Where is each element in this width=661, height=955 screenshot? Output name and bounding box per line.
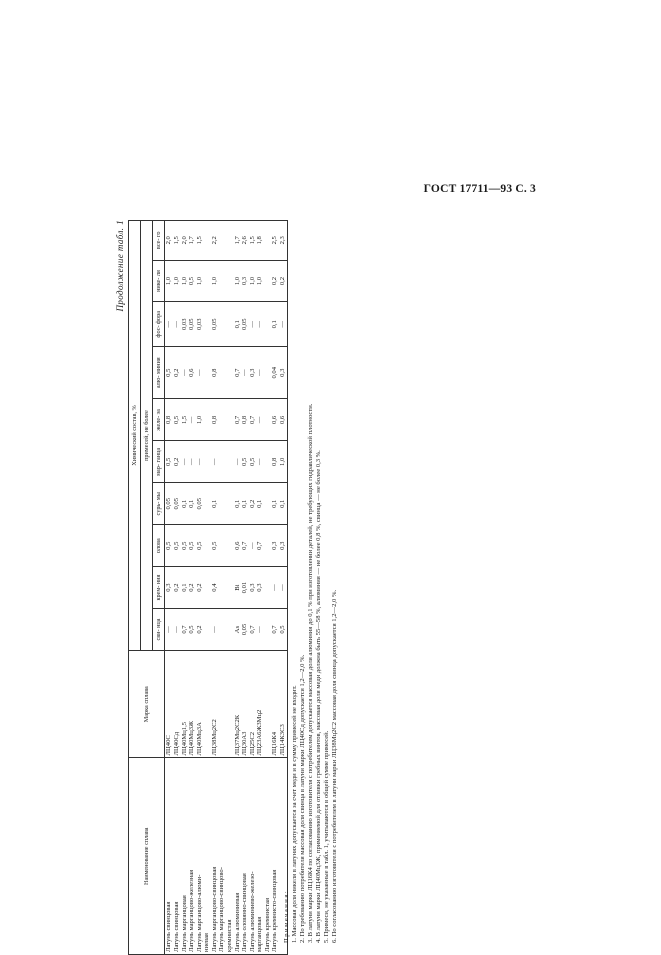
alloy-grade-cell bbox=[196, 650, 211, 757]
header-alloy-name: Наименование сплава bbox=[129, 758, 165, 955]
alloy-name: Латунь свинцовая bbox=[165, 901, 173, 952]
impurity-value: — bbox=[256, 369, 264, 377]
impurity-value-cell bbox=[165, 347, 196, 399]
impurity-value: 1,0 bbox=[279, 457, 287, 466]
alloy-name: Латунь алюминиево-железо- bbox=[248, 871, 256, 952]
impurity-value-cell bbox=[234, 347, 242, 399]
alloy-grade: ЛЦ40Мц3Ж bbox=[188, 721, 196, 756]
alloy-name: марганцовая bbox=[256, 916, 264, 952]
impurity-value-cell bbox=[211, 399, 234, 441]
impurity-value-cell bbox=[234, 525, 242, 567]
impurity-value: 0,04 bbox=[271, 366, 279, 379]
impurity-value: 1,0 bbox=[180, 276, 188, 286]
impurity-value: 0,8 bbox=[165, 415, 173, 425]
alloy-name-cell bbox=[165, 758, 196, 955]
header-impurity-col: желе- за bbox=[153, 399, 165, 441]
impurity-value: 2,6 bbox=[241, 236, 249, 245]
impurity-value: 0,05 bbox=[165, 497, 173, 510]
alloy-name-cell bbox=[196, 758, 211, 955]
impurity-value-cell bbox=[241, 441, 271, 483]
table-row bbox=[211, 221, 234, 955]
impurity-value: 0,7 bbox=[233, 368, 241, 377]
impurity-value: 0,6 bbox=[188, 368, 196, 377]
impurity-value: 1,0 bbox=[248, 276, 256, 286]
impurity-value-cell bbox=[241, 525, 271, 567]
impurity-value: 0,7 bbox=[248, 625, 256, 634]
alloy-name: Латунь оловянно-свинцовая bbox=[241, 873, 249, 952]
impurity-value: — bbox=[271, 584, 279, 591]
impurity-value: 0,3 bbox=[248, 368, 256, 377]
impurity-value-cell bbox=[211, 302, 234, 347]
header-impurities: примесей, не более bbox=[141, 221, 153, 651]
header-chemical-composition: Химический состав, % bbox=[129, 221, 141, 651]
impurity-value-cell bbox=[196, 567, 211, 609]
impurity-value: — bbox=[256, 416, 264, 424]
impurity-value: 0,5 bbox=[180, 541, 188, 550]
alloy-grade: ЛЦ30А3 bbox=[241, 731, 249, 756]
impurity-value-cell bbox=[234, 302, 242, 347]
impurity-value-cell bbox=[196, 260, 211, 302]
impurity-value: 0,5 bbox=[248, 457, 256, 466]
alloy-name-cell bbox=[234, 758, 242, 955]
impurity-value-cell bbox=[165, 609, 196, 651]
impurity-value-cell bbox=[196, 302, 211, 347]
table-row bbox=[165, 221, 196, 955]
header-impurity-col: крем- ния bbox=[153, 567, 165, 609]
impurity-value: 1,0 bbox=[195, 415, 203, 425]
impurity-value: 0,1 bbox=[180, 583, 188, 592]
impurity-value: 0,8 bbox=[210, 415, 218, 425]
impurity-value: — bbox=[241, 369, 249, 377]
impurity-value: 0,6 bbox=[271, 415, 279, 425]
impurity-value: 0,5 bbox=[172, 415, 180, 425]
impurity-value-cell bbox=[165, 483, 196, 525]
alloy-name: Латунь марганцово-алюми- bbox=[195, 874, 203, 952]
impurity-value: 1,5 bbox=[180, 415, 188, 425]
impurity-value-cell bbox=[234, 221, 242, 261]
impurity-value: — bbox=[195, 369, 203, 377]
impurity-value: 0,05 bbox=[195, 497, 203, 510]
impurity-value: 1,0 bbox=[233, 276, 241, 286]
impurity-value: 1,0 bbox=[210, 276, 218, 286]
impurity-value-cell bbox=[241, 302, 271, 347]
alloy-grade: ЛЦ40Сд bbox=[172, 731, 180, 756]
impurity-value-cell bbox=[165, 302, 196, 347]
impurity-value: 0,1 bbox=[256, 499, 264, 508]
impurity-value-cell bbox=[165, 260, 196, 302]
impurity-value: 0,5 bbox=[165, 368, 173, 377]
impurity-value: 0,3 bbox=[279, 368, 287, 377]
impurity-value-cell bbox=[196, 483, 211, 525]
notes-title: Примечания: bbox=[283, 889, 290, 943]
impurity-value: 0,1 bbox=[180, 499, 188, 508]
alloy-name-cell bbox=[241, 758, 271, 955]
impurity-value-cell bbox=[196, 221, 211, 261]
impurity-value: 0,7 bbox=[248, 415, 256, 425]
table-row bbox=[241, 221, 271, 955]
impurity-value: 0,05 bbox=[241, 318, 249, 331]
impurity-value: 0,8 bbox=[210, 368, 218, 377]
header-impurity-col: все- го bbox=[153, 221, 165, 261]
impurity-value: 0,05 bbox=[172, 497, 180, 510]
impurity-value: 0,8 bbox=[271, 457, 279, 466]
impurity-value: 1,0 bbox=[256, 276, 264, 286]
impurity-value: 2,3 bbox=[279, 236, 287, 245]
impurity-value-cell bbox=[165, 525, 196, 567]
note-item: 1. Массовая доля никеля в латунях допускается за счет меди и в сумму примесей не входит. bbox=[291, 685, 298, 943]
impurity-value: 0,05 bbox=[241, 623, 249, 636]
alloy-grade-cell bbox=[165, 650, 196, 757]
alloy-name-cell bbox=[211, 758, 234, 955]
impurity-value: 0,1 bbox=[210, 499, 218, 508]
impurity-value-cell bbox=[241, 399, 271, 441]
header-impurity-col: нике- ля bbox=[153, 260, 165, 302]
impurity-value-cell bbox=[234, 260, 242, 302]
alloy-name: ниевая bbox=[203, 933, 211, 952]
alloy-name: Латунь кремнисто-свинцовая bbox=[271, 869, 279, 952]
alloy-name: Латунь марганцово-железная bbox=[188, 869, 196, 952]
impurity-value: 0,5 bbox=[172, 541, 180, 550]
impurity-value-cell bbox=[241, 609, 271, 651]
impurity-value: 1,0 bbox=[172, 276, 180, 286]
impurity-value-cell bbox=[211, 525, 234, 567]
impurity-value: 0,2 bbox=[188, 583, 196, 592]
impurity-value: 0,1 bbox=[188, 499, 196, 508]
alloy-name: Латунь марганцовая bbox=[180, 895, 188, 952]
impurity-value: 2,2 bbox=[210, 236, 218, 245]
alloy-grade: ЛЦ40Мц1,5 bbox=[180, 721, 188, 756]
note-item: 6. По согласованию изготовителя с потребителем в латуни марки ЛЦ38Мц2С2 массовая доля свинца допускается 1,2—2,0 %. bbox=[331, 589, 338, 943]
impurity-value-cell bbox=[211, 441, 234, 483]
impurity-value: 1,5 bbox=[248, 236, 256, 245]
alloy-name: Латунь марганцово-свинцовая bbox=[210, 866, 218, 952]
note-item: 4. В латуни марки ЛЦ40Мц3Ж, применяемой для отливки гребных винтов, массовая доля меди должна быть 55—58 %, алюминия — не более 0,8 %, свинца — не более 0,3 %. bbox=[315, 450, 322, 943]
impurity-value: 0,05 bbox=[210, 318, 218, 331]
impurity-value: — bbox=[248, 320, 256, 328]
alloy-grade: ЛЦ40С bbox=[165, 735, 173, 756]
impurity-value-cell bbox=[211, 221, 234, 261]
impurity-value-cell bbox=[211, 567, 234, 609]
impurity-value: — bbox=[165, 626, 173, 633]
impurity-value: 0,7 bbox=[241, 541, 249, 550]
header-impurity-col: мар- ганца bbox=[153, 441, 165, 483]
alloy-name: Латунь марганцово-свинцово- bbox=[218, 867, 226, 952]
impurity-value: 0,2 bbox=[279, 276, 287, 286]
impurity-value: 0,03 bbox=[195, 318, 203, 331]
impurity-value: Bi bbox=[233, 584, 241, 591]
impurity-value: — bbox=[279, 584, 287, 591]
impurity-value: — bbox=[210, 458, 218, 466]
impurity-value: 0,1 bbox=[233, 499, 241, 508]
note-item: 3. В латуни марки ЛЦ16К4 по согласованию изготовителя с потребителем допускается массовая доля алюминия до 0,1 % при изготовлении деталей, не требующих гидравлической плотности. bbox=[307, 403, 314, 943]
impurity-value-cell bbox=[211, 347, 234, 399]
alloy-name: Латунь кремнистая bbox=[263, 897, 271, 952]
impurity-value: 1,7 bbox=[233, 236, 241, 245]
impurity-value: 0,7 bbox=[180, 625, 188, 634]
impurity-value: — bbox=[188, 458, 196, 466]
impurity-value: 0,8 bbox=[241, 415, 249, 425]
impurity-value: 0,7 bbox=[233, 415, 241, 425]
impurity-value: 0,5 bbox=[241, 457, 249, 466]
rotated-page-content bbox=[115, 205, 405, 955]
header-impurity-col: фос- фора bbox=[153, 302, 165, 347]
impurity-value: 0,3 bbox=[279, 541, 287, 550]
impurity-value: 0,3 bbox=[271, 541, 279, 550]
impurity-value: 0,1 bbox=[241, 499, 249, 508]
impurity-value: 0,2 bbox=[271, 276, 279, 286]
alloy-grade-cell bbox=[234, 650, 242, 757]
impurity-value: — bbox=[180, 369, 188, 377]
alloy-name: Латунь алюминиевая bbox=[233, 892, 241, 952]
impurity-value: 0,3 bbox=[165, 583, 173, 592]
header-impurity-col: сви- нца bbox=[153, 609, 165, 651]
page-header: ГОСТ 17711—93 С. 3 bbox=[423, 183, 536, 195]
impurity-value: 0,2 bbox=[195, 625, 203, 634]
impurity-value-cell bbox=[196, 609, 211, 651]
impurity-value: 2,0 bbox=[180, 236, 188, 245]
note-item: 5. Примеси, не указанные в табл. 1, учитываются в общей сумме примесей. bbox=[323, 730, 330, 943]
alloy-grade: ЛЦ37Мц2С2К bbox=[233, 714, 241, 756]
impurity-value: 0,5 bbox=[195, 541, 203, 550]
impurity-value-cell bbox=[165, 567, 196, 609]
impurity-value-cell bbox=[196, 525, 211, 567]
impurity-value: 0,7 bbox=[271, 625, 279, 634]
impurity-value-cell bbox=[241, 260, 271, 302]
impurity-value: 1,7 bbox=[188, 236, 196, 245]
header-alloy-grade: Марка сплава bbox=[129, 650, 165, 757]
impurity-value-cell bbox=[234, 399, 242, 441]
impurity-value: 0,2 bbox=[195, 583, 203, 592]
impurity-value: 0,05 bbox=[188, 318, 196, 331]
notes bbox=[283, 220, 339, 955]
alloy-grade: ЛЦ16К4 bbox=[271, 731, 279, 756]
impurity-value: — bbox=[248, 542, 256, 549]
impurity-value: 1,5 bbox=[195, 236, 203, 245]
impurity-value-cell bbox=[234, 609, 242, 651]
impurity-value: 2,0 bbox=[165, 236, 173, 245]
impurity-value: 0,1 bbox=[271, 320, 279, 329]
impurity-value-cell bbox=[241, 483, 271, 525]
impurity-value-cell bbox=[241, 221, 271, 261]
impurity-value: 0,2 bbox=[172, 457, 180, 466]
impurity-value: — bbox=[172, 320, 180, 328]
impurity-value: 0,5 bbox=[188, 541, 196, 550]
alloy-grade: ЛЦ40Мц3А bbox=[195, 722, 203, 756]
impurity-value: — bbox=[256, 320, 264, 328]
impurity-value-cell bbox=[211, 483, 234, 525]
alloy-name: кремнистая bbox=[226, 919, 233, 952]
impurity-value: 0,5 bbox=[188, 276, 196, 286]
table-continuation-label: Продолжение табл. 1 bbox=[115, 220, 125, 312]
impurity-value: 0,1 bbox=[271, 499, 279, 508]
impurity-value: — bbox=[195, 458, 203, 466]
alloy-grade: ЛЦ38Мц2С2 bbox=[210, 719, 218, 756]
impurity-value-cell bbox=[196, 347, 211, 399]
impurity-value: 0,5 bbox=[188, 625, 196, 634]
impurity-value: 0,7 bbox=[256, 541, 264, 550]
impurity-value: 0,3 bbox=[248, 583, 256, 592]
impurity-value-cell bbox=[211, 609, 234, 651]
impurity-value: — bbox=[279, 320, 287, 328]
impurity-value: 0,2 bbox=[172, 368, 180, 377]
impurity-value: As bbox=[233, 625, 241, 634]
impurity-value-cell bbox=[211, 260, 234, 302]
header-impurity-col: алю- миния bbox=[153, 347, 165, 399]
alloy-grade-cell bbox=[211, 650, 234, 757]
alloy-grade: ЛЦ25С2 bbox=[248, 731, 256, 756]
alloy-grade: ЛЦ23А6Ж3Мц2 bbox=[256, 709, 264, 756]
impurity-value: 0,1 bbox=[233, 320, 241, 329]
impurity-value: — bbox=[180, 458, 188, 466]
impurity-value: — bbox=[233, 458, 241, 466]
impurity-value-cell bbox=[241, 347, 271, 399]
alloy-grade: ЛЦ14К3С3 bbox=[279, 724, 287, 756]
header-impurity-col: сурь- мы bbox=[153, 483, 165, 525]
impurity-value: — bbox=[172, 626, 180, 633]
impurity-value: — bbox=[188, 416, 196, 424]
impurity-value-cell bbox=[234, 567, 242, 609]
impurity-value-cell bbox=[234, 483, 242, 525]
note-item: 2. По требованию потребителя массовая доля свинца в латуни марки ЛЦ40Сд допускается 1,2—2,0 %. bbox=[299, 654, 306, 943]
impurity-value: 0,2 bbox=[248, 499, 256, 508]
impurity-value-cell bbox=[196, 441, 211, 483]
impurity-value-cell bbox=[196, 399, 211, 441]
impurity-value: 0,3 bbox=[241, 276, 249, 286]
impurity-value: 0,6 bbox=[233, 541, 241, 550]
impurity-value: 0,3 bbox=[256, 583, 264, 592]
impurity-value-cell bbox=[165, 399, 196, 441]
impurity-value-cell bbox=[165, 221, 196, 261]
impurity-value: — bbox=[210, 626, 218, 633]
impurity-value: 2,5 bbox=[271, 236, 279, 245]
table-row bbox=[234, 221, 242, 955]
impurity-value: 0,5 bbox=[210, 541, 218, 550]
impurity-value: 0,5 bbox=[279, 625, 287, 634]
impurity-value: — bbox=[256, 626, 264, 633]
chemical-composition-table bbox=[128, 220, 288, 955]
impurity-value: 1,0 bbox=[165, 276, 173, 286]
impurity-value: 0,6 bbox=[279, 415, 287, 425]
impurity-value: 0,03 bbox=[180, 318, 188, 331]
table-row bbox=[196, 221, 211, 955]
impurity-value-cell bbox=[165, 441, 196, 483]
impurity-value-cell bbox=[241, 567, 271, 609]
impurity-value: 0,01 bbox=[241, 581, 249, 594]
impurity-value: 0,4 bbox=[210, 583, 218, 592]
impurity-value-cell bbox=[234, 441, 242, 483]
alloy-name: Латунь свинцовая bbox=[172, 901, 180, 952]
impurity-value: 0,1 bbox=[279, 499, 287, 508]
impurity-value: 0,2 bbox=[172, 583, 180, 592]
impurity-value: 1,8 bbox=[256, 236, 264, 245]
impurity-value: 0,5 bbox=[165, 541, 173, 550]
header-impurity-col: олова bbox=[153, 525, 165, 567]
impurity-value: 1,5 bbox=[172, 236, 180, 245]
alloy-grade-cell bbox=[241, 650, 271, 757]
impurity-value: 0,5 bbox=[165, 457, 173, 466]
impurity-value: — bbox=[256, 458, 264, 466]
impurity-value: 1,0 bbox=[195, 276, 203, 286]
impurity-value: — bbox=[165, 320, 173, 328]
